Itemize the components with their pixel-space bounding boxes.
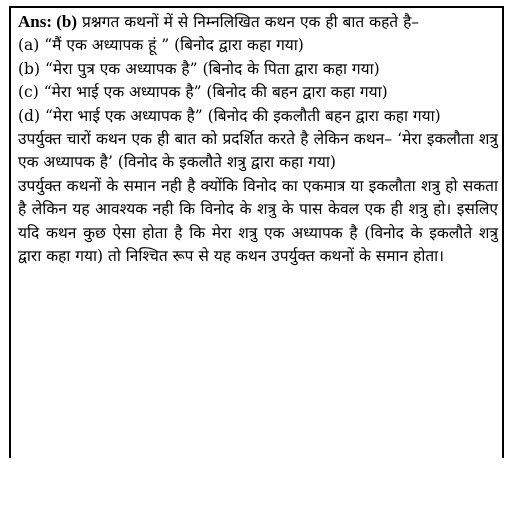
answer-intro-text: प्रश्नगत कथनों में से निम्नलिखित कथन एक ही बात कहते है– <box>81 13 420 31</box>
statement-d: (d) “मेरा भाई एक अध्यापक है” (बिनोद की इकलौती बहन द्वारा कहा गया) <box>18 106 441 125</box>
explanation-paragraph-2: उपर्युक्त कथनों के समान नही है क्योंकि विनोद का एकमात्र या इकलौता शत्रु हो सकता है लेकिन यह आवश्यक नही कि विनोद के शत्रु के पास केवल एक ही शत्रु हो। इसलिए यदि कथन कुछ ऐसा होता है कि मेरा शत्रु एक अध्यापक है (विनोद के इकलौते शत्रु द्वारा कहा गया) तो निश्चित रूप से यह कथन उपर्युक्त कथनों के समान होता। <box>18 176 498 266</box>
statement-c: (c) “मेरा भाई एक अध्यापक है” (बिनोद की बहन द्वारा कहा गया) <box>18 83 388 102</box>
answer-intro-paragraph <box>18 10 498 34</box>
statement-b: (b) “मेरा पुत्र एक अध्यापक है” (बिनोद के पिता द्वारा कहा गया) <box>18 59 380 78</box>
answer-label: Ans: (b) <box>18 12 78 31</box>
explanation-paragraph-1: उपर्युक्त चारों कथन एक ही बात को प्रदर्शित करते है लेकिन कथन– ‘मेरा इकलौता शत्रु एक अध्यापक है’ (विनोद के इकलौते शत्रु द्वारा कहा गया) <box>18 130 498 172</box>
statement-a: (a) “मैं एक अध्यापक हूं ” (बिनोद द्वारा कहा गया) <box>18 36 304 55</box>
answer-content <box>18 10 498 268</box>
